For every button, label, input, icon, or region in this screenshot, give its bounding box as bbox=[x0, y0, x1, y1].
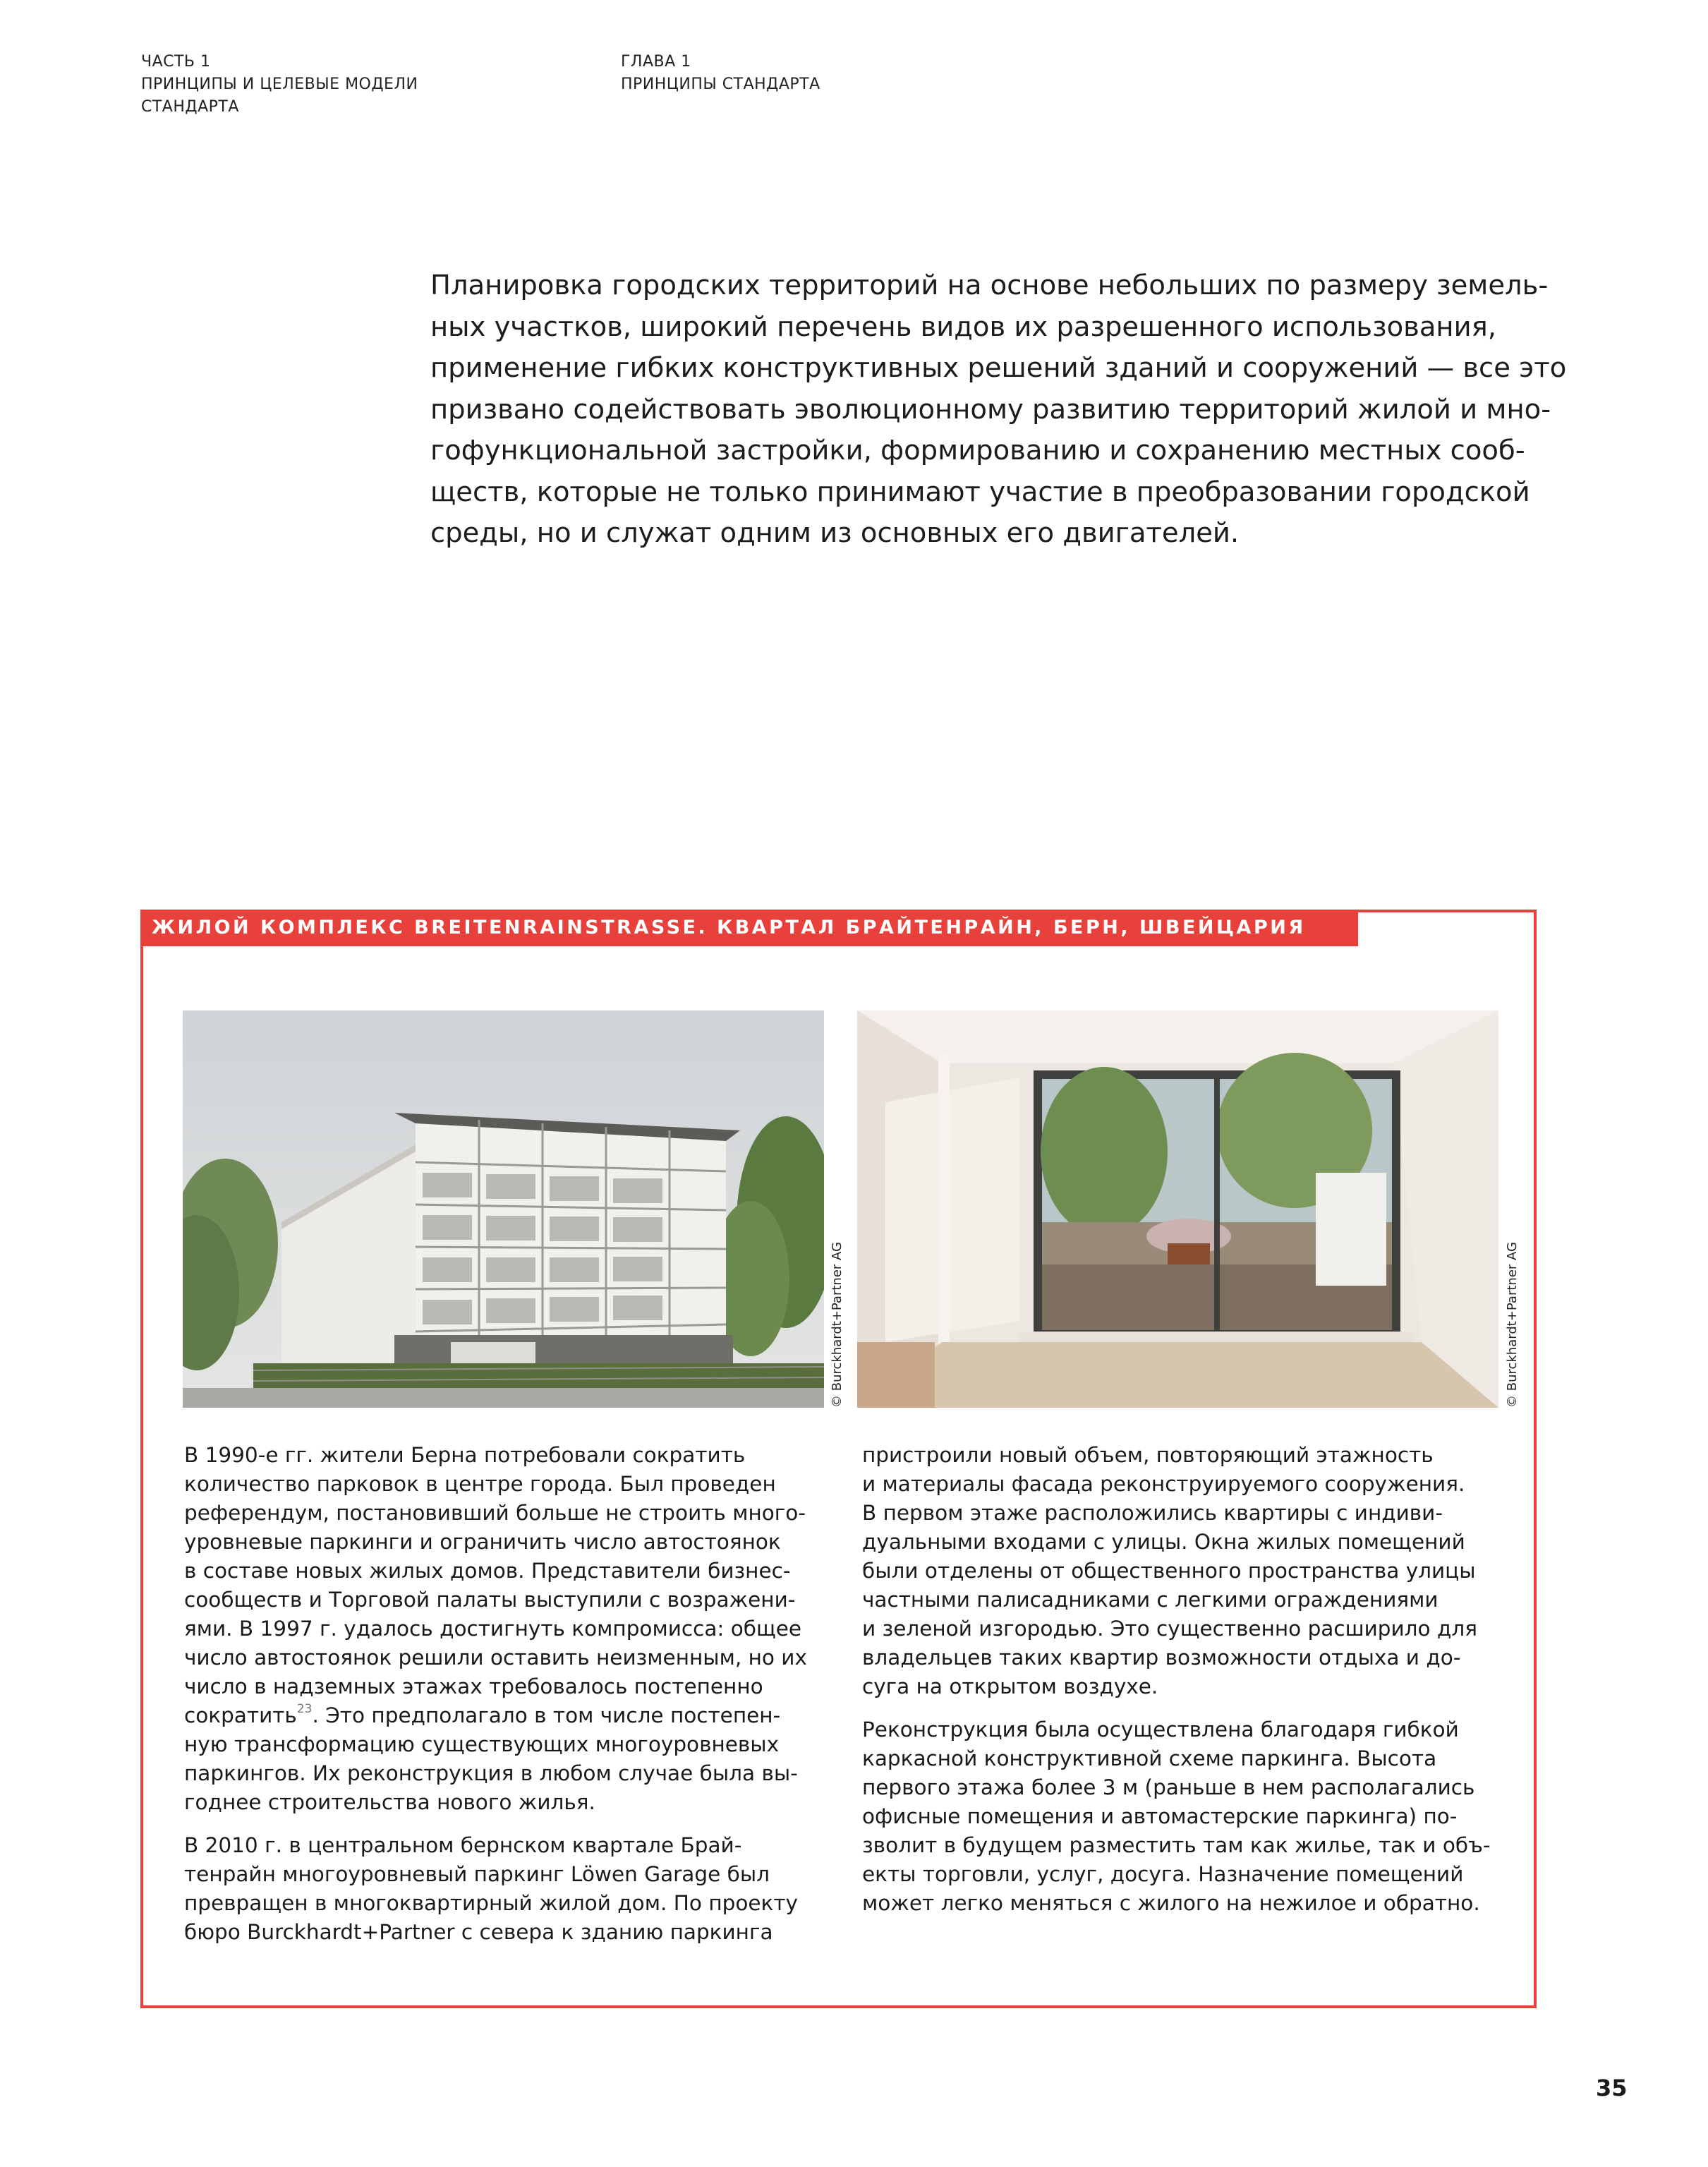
case-study-title: ЖИЛОЙ КОМПЛЕКС BREITENRAINSTRASSE. КВАРТАЛ БРАЙТЕНРАЙН, БЕРН, ШВЕЙЦАРИЯ bbox=[140, 910, 1358, 946]
running-header-chapter bbox=[621, 51, 820, 96]
page-number: 35 bbox=[1596, 2075, 1628, 2101]
left-paragraph-2: В 2010 г. в центральном бернском квартале Брай- тенрайн многоуровневый паркинг Löwen Garage был превращен в многоквартирный жилой дом. По проекту бюро Burckhardt+Partner с севера к зданию паркинга bbox=[184, 1833, 799, 1944]
apartment-interior-photo bbox=[857, 1010, 1498, 1408]
footnote-marker: 23 bbox=[296, 1702, 313, 1716]
header-part-line-2: ПРИНЦИПЫ И ЦЕЛЕВЫЕ МОДЕЛИ bbox=[141, 76, 418, 93]
case-study-left-column bbox=[184, 1441, 805, 1961]
header-chapter-line-1: ГЛАВА 1 bbox=[621, 53, 691, 71]
case-study-right-column bbox=[862, 1441, 1497, 1932]
header-chapter-line-2: ПРИНЦИПЫ СТАНДАРТА bbox=[621, 76, 820, 93]
right-paragraph-2: Реконструкция была осуществлена благодаря гибкой каркасной конструктивной схеме паркинга. Высота первого этажа более 3 м (раньше в нем располагались офисные помещения и автомастерские паркинга) по- зволит в будущем разместить там как жилье, так и объ- екты торговли, услуг, досуга. Назначение помещений может легко меняться с жилого на нежилое и обратно. bbox=[862, 1718, 1491, 1915]
photo-credit-building: © Burckhardt+Partner AG bbox=[830, 1242, 844, 1408]
running-header-part bbox=[141, 51, 418, 119]
header-part-line-3: СТАНДАРТА bbox=[141, 98, 239, 116]
lead-paragraph: Планировка городских территорий на основе небольших по размеру земель- ных участков, широкий перечень видов их разрешенного использования, применение гибких конструктивных решений зданий и сооружений — все это призвано содействовать эволюционному развитию территорий жилой и мно- гофункциональной застройки, формированию и сохранению местных сооб- ществ, которые не только принимают участие в преобразовании городской среды, но и служат одним из основных его двигателей. bbox=[430, 270, 1567, 549]
left-paragraph-1 bbox=[184, 1441, 805, 1817]
header-part-line-1: ЧАСТЬ 1 bbox=[141, 53, 211, 71]
photo-credit-interior: © Burckhardt+Partner AG bbox=[1505, 1242, 1520, 1408]
building-exterior-photo bbox=[183, 1010, 824, 1408]
right-paragraph-1: пристроили новый объем, повторяющий этажность и материалы фасада реконструируемого сооружения. В первом этаже расположились квартиры с индиви- дуальными входами с улицы. Окна жилых помещений были отделены от общественного пространства улицы частными палисадниками с легкими ограждениями и зеленой изгородью. Это существенно расширило для владельцев таких квартир возможности отдыха и до- суга на открытом воздухе. bbox=[862, 1443, 1477, 1698]
left-paragraph-1-text-a: В 1990-е гг. жители Берна потребовали сократить количество парковок в центре города. Был проведен референдум, постановивший больше не строить много- уровневые паркинги и ограничить число автостоянок в составе новых жилых домов. Представители бизнес- сообществ и Торговой палаты выступили с возражени- ями. В 1997 г. удалось достигнуть компромисса: общее число автостоянок решили оставить неизменным, но их число в надземных этажах требовалось постепенно сократить bbox=[184, 1443, 807, 1727]
left-paragraph-1-text-b: . Это предполагало в том числе постепен- ную трансформацию существующих многоуровневых паркингов. Их реконструкция в любом случае была вы- годнее строительства нового жилья. bbox=[184, 1703, 798, 1814]
